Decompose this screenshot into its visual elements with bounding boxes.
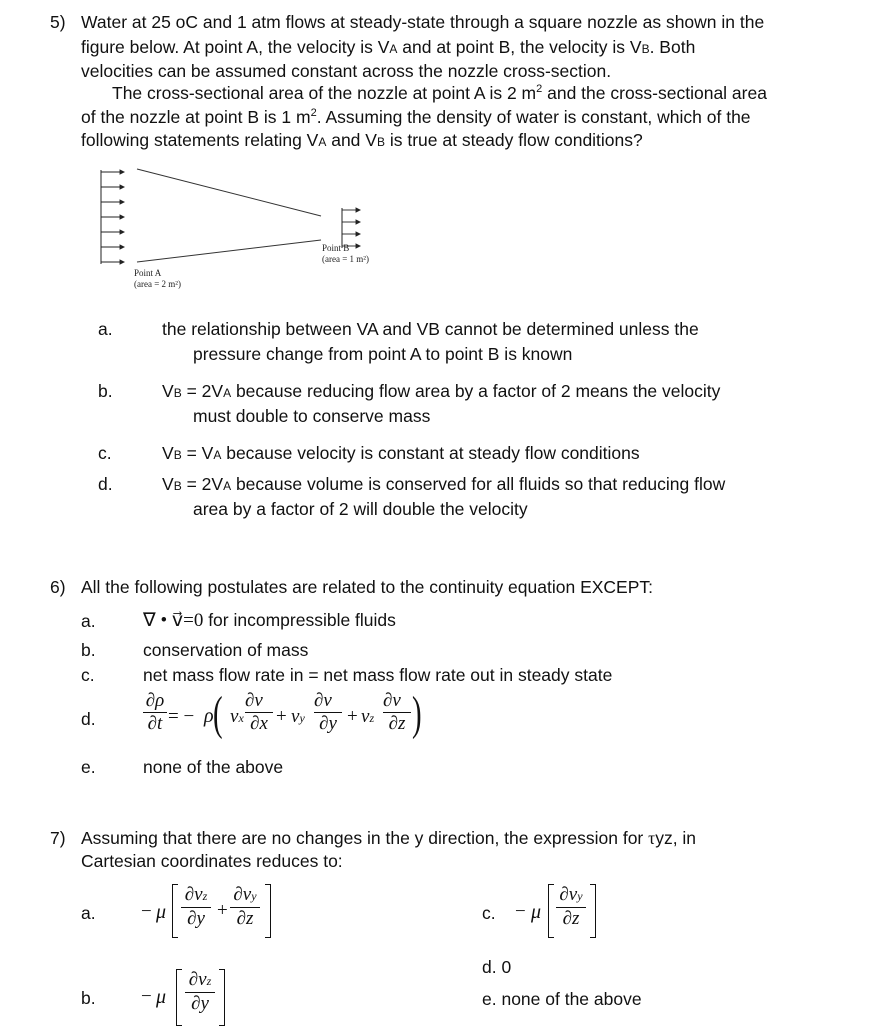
point-b-area: (area = 1 m²) — [322, 254, 369, 264]
dv-dy-fraction: ∂v⃗ ∂y — [314, 690, 347, 734]
nozzle-top-wall — [137, 169, 321, 216]
q7-text-line1: Assuming that there are no changes in the y direction, the expression for τyz, in — [81, 828, 697, 848]
q5-option-d-letter[interactable]: d. — [98, 474, 113, 494]
q7-option-a-letter[interactable]: a. — [81, 903, 96, 923]
q5-text-line5: of the nozzle at point B is 1 $m^2$. Assuming the density of water is constant, which of the — [81, 107, 751, 127]
q6-option-a-text: ∇ • v⃗=0 for incompressible fluids — [143, 610, 396, 631]
nozzle-bottom-wall — [137, 240, 321, 262]
q5-option-c-letter[interactable]: c. — [98, 443, 112, 463]
q6-option-b-letter[interactable]: b. — [81, 640, 96, 660]
q6-option-a-letter[interactable]: a. — [81, 611, 96, 631]
q5-option-d-line1: VB = 2VA because volume is conserved for all fluids so that reducing flow — [162, 474, 726, 494]
dvy-dz-fraction-c: ∂vy ∂z — [556, 885, 586, 929]
q7-number: 7) — [50, 828, 66, 848]
point-a-area: (area = 2 m²) — [134, 279, 181, 289]
q6-option-e-text: none of the above — [143, 757, 284, 777]
q6-option-d-letter[interactable]: d. — [81, 709, 96, 729]
q5-option-b-line1: VB = 2VA because reducing flow area by a factor of 2 means the velocity — [162, 381, 721, 401]
q5-text-line1: Water at 25 oC and 1 atm flows at steady-state through a square nozzle as shown in the — [81, 12, 765, 32]
q7-option-b-letter[interactable]: b. — [81, 988, 96, 1008]
dvz-dy-fraction-b: ∂vz ∂y — [185, 970, 215, 1014]
q5-text-line6: following statements relating VA and VB is true at steady flow conditions? — [81, 130, 643, 150]
q7-option-c-letter[interactable]: c. — [482, 903, 496, 923]
q5-text-line4: The cross-sectional area of the nozzle at point A is 2 $m^2$ and the cross-sectional area — [112, 83, 767, 103]
q5-text-line3: velocities can be assumed constant across the nozzle cross-section. — [81, 61, 612, 81]
q5-option-a-line2: pressure change from point A to point B is known — [193, 344, 573, 364]
dvy-dz-fraction-a: ∂vy ∂z — [230, 885, 260, 929]
q6-number: 6) — [50, 577, 66, 597]
dv-dz-fraction: ∂v⃗ ∂z — [383, 690, 416, 734]
drho-dt-fraction: ∂ρ ∂t — [143, 691, 167, 734]
q5-option-b-letter[interactable]: b. — [98, 381, 113, 401]
q7-option-d[interactable]: d. 0 — [482, 957, 512, 977]
q5-number: 5) — [50, 12, 66, 32]
q5-option-d-line2: area by a factor of 2 will double the velocity — [193, 499, 528, 519]
outlet-arrows — [342, 208, 360, 248]
q6-option-b-text: conservation of mass — [143, 640, 309, 660]
point-a-label: Point A — [134, 268, 162, 278]
q6-option-c-text: net mass flow rate in = net mass flow rate out in steady state — [143, 665, 613, 685]
point-b-label: Point B — [322, 243, 350, 253]
dv-dx-fraction: ∂v⃗ ∂x — [245, 690, 278, 734]
q5-text-line2: figure below. At point A, the velocity is VA and at point B, the velocity is VB. Both — [81, 37, 696, 57]
dvz-dy-fraction: ∂vz ∂y — [181, 885, 211, 929]
q6-option-c-letter[interactable]: c. — [81, 665, 95, 685]
nabla-dot-v-math: ∇ • v⃗=0 — [143, 610, 204, 631]
q7-option-e[interactable]: e. none of the above — [482, 989, 642, 1009]
q5-option-b-line2: must double to conserve mass — [193, 406, 431, 426]
q5-option-c-line1: VB = VA because velocity is constant at steady flow conditions — [162, 443, 640, 463]
q7-text-line2: Cartesian coordinates reduces to: — [81, 851, 343, 871]
q6-question: All the following postulates are related to the continuity equation EXCEPT: — [81, 577, 654, 597]
q6-option-e-letter[interactable]: e. — [81, 757, 96, 777]
q5-option-a-letter[interactable]: a. — [98, 319, 113, 339]
q5-option-a-line1: the relationship between VA and VB cannot be determined unless the — [162, 319, 699, 339]
inlet-arrows — [101, 170, 124, 264]
